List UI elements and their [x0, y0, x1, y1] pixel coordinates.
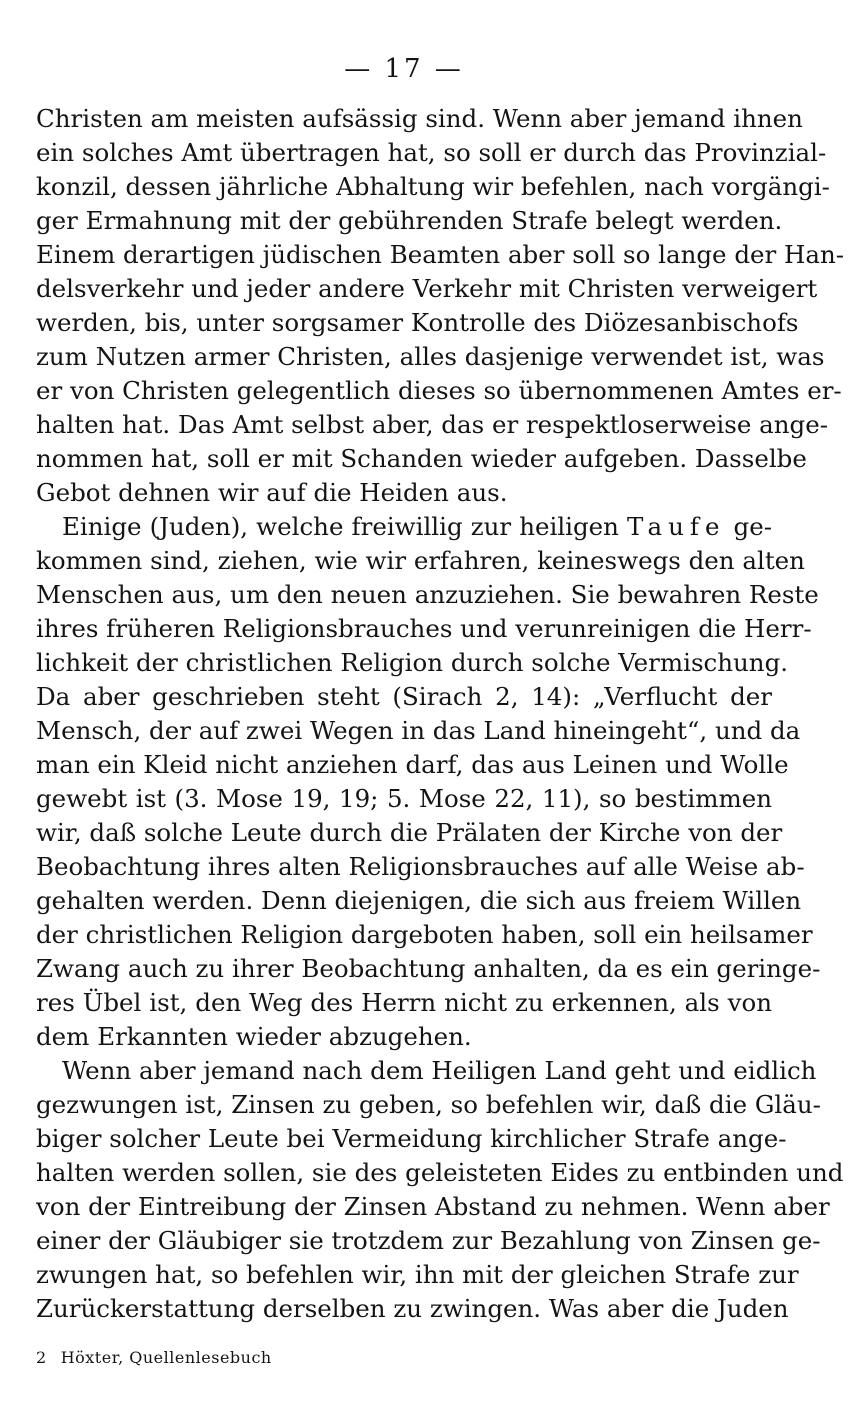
text-line: gewebt ist (3. Mose 19, 19; 5. Mose 22, 11), so bestimmen [36, 784, 772, 813]
signature-text: Höxter, Quellenlesebuch [60, 1348, 272, 1367]
text-line: ger Ermahnung mit der gebührenden Strafe belegt werden. [36, 206, 783, 235]
text-line: gehalten werden. Denn diejenigen, die sich aus freiem Willen [36, 886, 802, 915]
body-text [36, 102, 845, 1326]
text-line: der christlichen Religion dargeboten haben, soll ein heilsamer [36, 920, 813, 949]
text-line: kommen sind, ziehen, wie wir erfahren, keineswegs den alten [36, 546, 805, 575]
text-line: Mensch, der auf zwei Wegen in das Land hineingeht“, und da [36, 716, 801, 745]
text-line: Einem derartigen jüdischen Beamten aber soll so lange der Han- [36, 240, 845, 269]
text-line: ihres früheren Religionsbrauches und verunreinigen die Herr- [36, 614, 812, 643]
text-line: werden, bis, unter sorgsamer Kontrolle des Diözesanbischofs [36, 308, 799, 337]
text-line: res Übel ist, den Weg des Herrn nicht zu erkennen, als von [36, 988, 772, 1017]
text-line: zwungen hat, so befehlen wir, ihn mit der gleichen Strafe zur [36, 1260, 799, 1289]
text-line: einer der Gläubiger sie trotzdem zur Bezahlung von Zinsen ge- [36, 1226, 821, 1255]
paragraph-first-line: Wenn aber jemand nach dem Heiligen Land geht und eidlich [62, 1056, 817, 1085]
signature-footer [36, 1348, 272, 1367]
text-run: ge- [725, 512, 772, 541]
text-line: Zurückerstattung derselben zu zwingen. Was aber die Juden [36, 1294, 789, 1323]
signature-number: 2 [36, 1348, 47, 1367]
text-line: wir, daß solche Leute durch die Prälaten der Kirche von der [36, 818, 783, 847]
text-line: er von Christen gelegentlich dieses so übernommenen Amtes er- [36, 376, 842, 405]
text-line: Zwang auch zu ihrer Beobachtung anhalten, da es ein geringe- [36, 954, 821, 983]
text-line: delsverkehr und jeder andere Verkehr mit Christen verweigert [36, 274, 818, 303]
text-line: Gebot dehnen wir auf die Heiden aus. [36, 478, 508, 507]
text-line: dem Erkannten wieder abzugehen. [36, 1022, 472, 1051]
text-line: Menschen aus, um den neuen anzuziehen. Sie bewahren Reste [36, 580, 819, 609]
text-line: man ein Kleid nicht anziehen darf, das aus Leinen und Wolle [36, 750, 789, 779]
text-line: halten werden sollen, sie des geleisteten Eides zu entbinden und [36, 1158, 844, 1187]
text-line: biger solcher Leute bei Vermeidung kirchlicher Strafe ange- [36, 1124, 787, 1153]
text-line: zum Nutzen armer Christen, alles dasjenige verwendet ist, was [36, 342, 825, 371]
text-line: Beobachtung ihres alten Religionsbrauches auf alle Weise ab- [36, 852, 805, 881]
text-line: gezwungen ist, Zinsen zu geben, so befehlen wir, daß die Gläu- [36, 1090, 821, 1119]
text-line: Christen am meisten aufsässig sind. Wenn aber jemand ihnen [36, 104, 803, 133]
paragraph-first-line [36, 510, 772, 544]
text-line: ein solches Amt übertragen hat, so soll er durch das Provinzial- [36, 138, 827, 167]
emphasized-word: Taufe [627, 512, 726, 541]
text-run: Einige (Juden), welche freiwillig zur heiligen [62, 512, 628, 541]
page-number: — 17 — [344, 54, 464, 84]
text-line: lichkeit der christlichen Religion durch solche Vermischung. [36, 648, 789, 677]
text-line: konzil, dessen jährliche Abhaltung wir befehlen, nach vorgängi- [36, 172, 830, 201]
text-line: von der Eintreibung der Zinsen Abstand zu nehmen. Wenn aber [36, 1192, 830, 1221]
text-line: Da aber geschrieben steht (Sirach 2, 14): „Verflucht der [36, 682, 772, 711]
text-line: halten hat. Das Amt selbst aber, das er respektloserweise ange- [36, 410, 828, 439]
text-line: nommen hat, soll er mit Schanden wieder aufgeben. Dasselbe [36, 444, 807, 473]
